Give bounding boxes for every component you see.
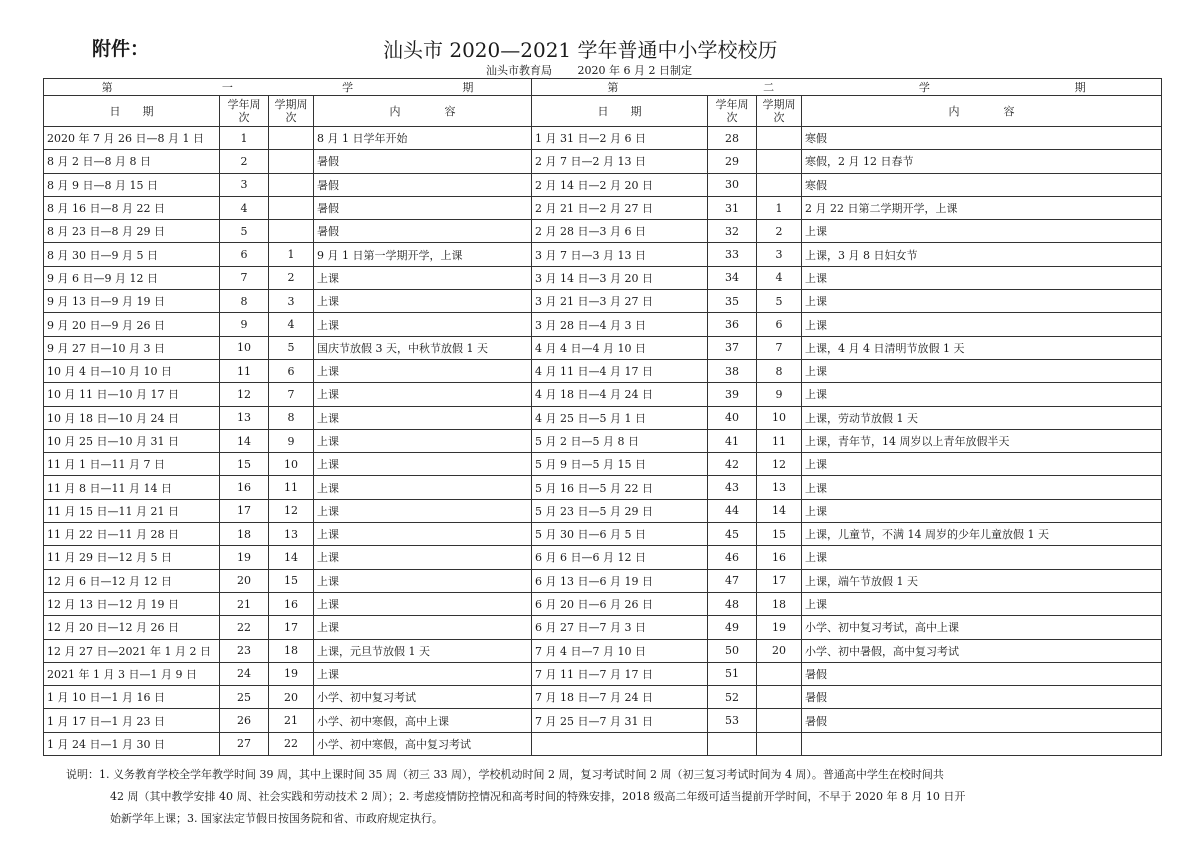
page-title: 汕头市 2020—2021 学年普通中小学校校历 xyxy=(383,38,778,62)
date-cell: 12 月 27 日—2021 年 1 月 2 日 xyxy=(44,639,220,662)
table-row xyxy=(44,359,1162,382)
date-cell: 3 月 21 日—3 月 27 日 xyxy=(532,290,708,313)
date-cell: 8 月 30 日—9 月 5 日 xyxy=(44,243,220,266)
column-header-row xyxy=(44,96,1162,127)
content-cell: 上课 xyxy=(314,592,532,615)
content-cell: 8 月 1 日学年开始 xyxy=(314,127,532,150)
notes xyxy=(66,764,1146,830)
year-week-cell: 42 xyxy=(708,453,757,476)
sem-week-cell: 20 xyxy=(269,686,314,709)
sem-week-cell: 19 xyxy=(269,662,314,685)
year-week-cell: 53 xyxy=(708,709,757,732)
table-row xyxy=(44,546,1162,569)
sem-week-cell xyxy=(757,709,802,732)
sem-week-cell xyxy=(757,173,802,196)
table-row xyxy=(44,709,1162,732)
sem-week-cell xyxy=(757,732,802,755)
year-week-cell: 52 xyxy=(708,686,757,709)
note-line: 始新学年上课；3. 国家法定节假日按国务院和省、市政府规定执行。 xyxy=(110,812,443,825)
table-row xyxy=(44,616,1162,639)
sem2-char: 学 xyxy=(918,81,930,94)
year-week-cell: 43 xyxy=(708,476,757,499)
content-cell: 上课 xyxy=(314,662,532,685)
content-cell: 寒假 xyxy=(802,127,1162,150)
issue-date: 2020 年 6 月 2 日制定 xyxy=(577,64,692,77)
sem1-char: 学 xyxy=(342,81,354,94)
year-week-cell: 36 xyxy=(708,313,757,336)
date-cell: 12 月 13 日—12 月 19 日 xyxy=(44,592,220,615)
semester-2-label xyxy=(532,79,1162,96)
year-week-cell: 18 xyxy=(220,523,269,546)
year-week-cell: 17 xyxy=(220,499,269,522)
table-row xyxy=(44,686,1162,709)
table-row xyxy=(44,639,1162,662)
content-cell: 小学、初中复习考试，高中上课 xyxy=(802,616,1162,639)
year-week-cell: 9 xyxy=(220,313,269,336)
year-week-cell: 23 xyxy=(220,639,269,662)
date-cell: 5 月 30 日—6 月 5 日 xyxy=(532,523,708,546)
content-cell xyxy=(802,732,1162,755)
sem-week-cell: 9 xyxy=(269,429,314,452)
content-cell: 上课 xyxy=(314,429,532,452)
content-cell: 寒假 xyxy=(802,173,1162,196)
table-row xyxy=(44,476,1162,499)
table-row xyxy=(44,523,1162,546)
year-week-cell: 28 xyxy=(708,127,757,150)
sem-week-cell: 7 xyxy=(757,336,802,359)
content-cell: 暑假 xyxy=(802,686,1162,709)
sem-week-cell xyxy=(269,173,314,196)
year-week-cell: 14 xyxy=(220,429,269,452)
content-cell: 暑假 xyxy=(314,196,532,219)
col-header-sem-week: 学期周次 xyxy=(757,96,802,127)
date-cell: 6 月 6 日—6 月 12 日 xyxy=(532,546,708,569)
sem-week-cell: 18 xyxy=(269,639,314,662)
year-week-cell: 48 xyxy=(708,592,757,615)
date-cell: 8 月 23 日—8 月 29 日 xyxy=(44,220,220,243)
sem-week-cell: 11 xyxy=(269,476,314,499)
sem-week-cell xyxy=(269,196,314,219)
content-cell: 上课 xyxy=(314,383,532,406)
sem-week-cell xyxy=(757,127,802,150)
date-cell: 4 月 4 日—4 月 10 日 xyxy=(532,336,708,359)
content-cell: 暑假 xyxy=(314,150,532,173)
sem-week-cell: 12 xyxy=(269,499,314,522)
sem-week-cell: 21 xyxy=(269,709,314,732)
content-cell: 上课 xyxy=(802,453,1162,476)
content-cell: 暑假 xyxy=(314,173,532,196)
date-cell: 11 月 8 日—11 月 14 日 xyxy=(44,476,220,499)
date-cell: 5 月 9 日—5 月 15 日 xyxy=(532,453,708,476)
content-cell: 上课，4 月 4 日清明节放假 1 天 xyxy=(802,336,1162,359)
sem-week-cell: 14 xyxy=(269,546,314,569)
sem-week-cell: 11 xyxy=(757,429,802,452)
sem-week-cell xyxy=(269,150,314,173)
date-cell: 6 月 27 日—7 月 3 日 xyxy=(532,616,708,639)
year-week-cell: 19 xyxy=(220,546,269,569)
content-cell: 暑假 xyxy=(802,709,1162,732)
date-cell: 11 月 22 日—11 月 28 日 xyxy=(44,523,220,546)
sem-week-cell: 9 xyxy=(757,383,802,406)
date-cell: 11 月 15 日—11 月 21 日 xyxy=(44,499,220,522)
table-row xyxy=(44,173,1162,196)
content-cell: 上课 xyxy=(314,266,532,289)
date-cell: 7 月 11 日—7 月 17 日 xyxy=(532,662,708,685)
date-cell: 12 月 20 日—12 月 26 日 xyxy=(44,616,220,639)
date-cell: 7 月 4 日—7 月 10 日 xyxy=(532,639,708,662)
sem-week-cell: 15 xyxy=(757,523,802,546)
date-cell: 8 月 16 日—8 月 22 日 xyxy=(44,196,220,219)
date-cell: 2 月 21 日—2 月 27 日 xyxy=(532,196,708,219)
year-week-cell: 27 xyxy=(220,732,269,755)
content-cell: 上课 xyxy=(314,453,532,476)
content-cell: 国庆节放假 3 天，中秋节放假 1 天 xyxy=(314,336,532,359)
sem-week-cell: 6 xyxy=(269,359,314,382)
year-week-cell: 22 xyxy=(220,616,269,639)
content-cell: 上课，青年节，14 周岁以上青年放假半天 xyxy=(802,429,1162,452)
sem-week-cell xyxy=(757,686,802,709)
year-week-cell: 4 xyxy=(220,196,269,219)
date-cell: 5 月 23 日—5 月 29 日 xyxy=(532,499,708,522)
date-cell: 2 月 7 日—2 月 13 日 xyxy=(532,150,708,173)
year-week-cell: 3 xyxy=(220,173,269,196)
content-cell: 上课 xyxy=(802,313,1162,336)
sem-week-cell xyxy=(269,220,314,243)
sem-week-cell: 22 xyxy=(269,732,314,755)
content-cell: 9 月 1 日第一学期开学，上课 xyxy=(314,243,532,266)
content-cell: 上课，儿童节，不满 14 周岁的少年儿童放假 1 天 xyxy=(802,523,1162,546)
sem-week-cell: 20 xyxy=(757,639,802,662)
table-row xyxy=(44,127,1162,150)
date-cell: 11 月 1 日—11 月 7 日 xyxy=(44,453,220,476)
date-cell: 2020 年 7 月 26 日—8 月 1 日 xyxy=(44,127,220,150)
date-cell: 10 月 18 日—10 月 24 日 xyxy=(44,406,220,429)
date-cell: 2 月 28 日—3 月 6 日 xyxy=(532,220,708,243)
content-cell: 上课 xyxy=(802,266,1162,289)
sem-week-cell: 1 xyxy=(757,196,802,219)
table-row xyxy=(44,592,1162,615)
year-week-cell: 8 xyxy=(220,290,269,313)
year-week-cell: 1 xyxy=(220,127,269,150)
table-row xyxy=(44,266,1162,289)
date-cell: 9 月 6 日—9 月 12 日 xyxy=(44,266,220,289)
date-cell: 12 月 6 日—12 月 12 日 xyxy=(44,569,220,592)
content-cell: 上课 xyxy=(802,546,1162,569)
date-cell xyxy=(532,732,708,755)
year-week-cell: 31 xyxy=(708,196,757,219)
sem-week-cell: 15 xyxy=(269,569,314,592)
content-cell: 上课 xyxy=(802,220,1162,243)
content-cell: 上课 xyxy=(314,476,532,499)
date-cell: 10 月 25 日—10 月 31 日 xyxy=(44,429,220,452)
table-row xyxy=(44,453,1162,476)
sem-week-cell: 16 xyxy=(269,592,314,615)
content-cell: 上课 xyxy=(314,290,532,313)
date-cell: 3 月 14 日—3 月 20 日 xyxy=(532,266,708,289)
year-week-cell: 44 xyxy=(708,499,757,522)
year-week-cell: 29 xyxy=(708,150,757,173)
year-week-cell: 50 xyxy=(708,639,757,662)
date-cell: 1 月 10 日—1 月 16 日 xyxy=(44,686,220,709)
content-cell: 上课 xyxy=(802,592,1162,615)
year-week-cell: 26 xyxy=(220,709,269,732)
date-cell: 9 月 13 日—9 月 19 日 xyxy=(44,290,220,313)
year-week-cell: 30 xyxy=(708,173,757,196)
sem-week-cell: 3 xyxy=(757,243,802,266)
col-header-year-week: 学年周次 xyxy=(220,96,269,127)
date-cell: 6 月 20 日—6 月 26 日 xyxy=(532,592,708,615)
date-cell: 2 月 14 日—2 月 20 日 xyxy=(532,173,708,196)
table-row xyxy=(44,150,1162,173)
year-week-cell: 10 xyxy=(220,336,269,359)
content-cell: 上课，3 月 8 日妇女节 xyxy=(802,243,1162,266)
table-row xyxy=(44,336,1162,359)
sem1-char: 第 xyxy=(101,81,113,94)
content-cell: 小学、初中暑假，高中复习考试 xyxy=(802,639,1162,662)
year-week-cell: 12 xyxy=(220,383,269,406)
sem-week-cell: 19 xyxy=(757,616,802,639)
date-cell: 10 月 11 日—10 月 17 日 xyxy=(44,383,220,406)
sem-week-cell xyxy=(757,662,802,685)
date-cell: 7 月 18 日—7 月 24 日 xyxy=(532,686,708,709)
note-line: 说明：1. 义务教育学校全学年教学时间 39 周，其中上课时间 35 周（初三 33 周），学校机动时间 2 周，复习考试时间 2 周（初三复习考试时间为 4 周）。普通高中学生在校时间共 xyxy=(66,768,944,781)
date-cell: 1 月 31 日—2 月 6 日 xyxy=(532,127,708,150)
table-row xyxy=(44,662,1162,685)
content-cell: 小学、初中复习考试 xyxy=(314,686,532,709)
sem1-char: 一 xyxy=(221,81,233,94)
year-week-cell: 34 xyxy=(708,266,757,289)
content-cell: 上课 xyxy=(314,523,532,546)
content-cell: 寒假，2 月 12 日春节 xyxy=(802,150,1162,173)
sem2-char: 第 xyxy=(607,81,619,94)
date-cell: 9 月 27 日—10 月 3 日 xyxy=(44,336,220,359)
note-line: 42 周（其中教学安排 40 周、社会实践和劳动技术 2 周）；2. 考虑疫情防控情况和高考时间的特殊安排，2018 级高二年级可适当提前开学时间，不早于 2020 年 8 月 10 日开 xyxy=(110,790,966,803)
content-cell: 上课 xyxy=(802,383,1162,406)
sem2-char: 二 xyxy=(763,81,775,94)
year-week-cell: 13 xyxy=(220,406,269,429)
content-cell: 上课 xyxy=(314,499,532,522)
sem-week-cell: 10 xyxy=(757,406,802,429)
content-cell: 上课，元旦节放假 1 天 xyxy=(314,639,532,662)
col-header-date: 日 期 xyxy=(44,96,220,127)
year-week-cell: 25 xyxy=(220,686,269,709)
year-week-cell: 21 xyxy=(220,592,269,615)
sem-week-cell: 8 xyxy=(269,406,314,429)
table-row xyxy=(44,732,1162,755)
semester-header-row xyxy=(44,79,1162,96)
table-row xyxy=(44,499,1162,522)
attachment-label: 附件： xyxy=(92,38,150,60)
date-cell: 4 月 25 日—5 月 1 日 xyxy=(532,406,708,429)
content-cell: 小学、初中寒假，高中上课 xyxy=(314,709,532,732)
content-cell: 上课，端午节放假 1 天 xyxy=(802,569,1162,592)
sem-week-cell: 3 xyxy=(269,290,314,313)
year-week-cell: 7 xyxy=(220,266,269,289)
year-week-cell xyxy=(708,732,757,755)
date-cell: 8 月 2 日—8 月 8 日 xyxy=(44,150,220,173)
content-cell: 上课 xyxy=(802,290,1162,313)
sem-week-cell: 13 xyxy=(757,476,802,499)
year-week-cell: 2 xyxy=(220,150,269,173)
year-week-cell: 38 xyxy=(708,359,757,382)
table-row xyxy=(44,290,1162,313)
year-week-cell: 47 xyxy=(708,569,757,592)
col-header-sem-week: 学期周次 xyxy=(269,96,314,127)
sem-week-cell: 17 xyxy=(269,616,314,639)
content-cell: 上课 xyxy=(314,406,532,429)
table-row xyxy=(44,406,1162,429)
year-week-cell: 41 xyxy=(708,429,757,452)
table-row xyxy=(44,220,1162,243)
sem-week-cell: 12 xyxy=(757,453,802,476)
date-cell: 6 月 13 日—6 月 19 日 xyxy=(532,569,708,592)
content-cell: 暑假 xyxy=(802,662,1162,685)
year-week-cell: 6 xyxy=(220,243,269,266)
sem-week-cell: 5 xyxy=(757,290,802,313)
table-row xyxy=(44,383,1162,406)
sem-week-cell: 18 xyxy=(757,592,802,615)
calendar-body xyxy=(44,127,1162,756)
table-row xyxy=(44,243,1162,266)
year-week-cell: 51 xyxy=(708,662,757,685)
year-week-cell: 20 xyxy=(220,569,269,592)
sem-week-cell: 2 xyxy=(757,220,802,243)
year-week-cell: 5 xyxy=(220,220,269,243)
sem-week-cell xyxy=(269,127,314,150)
year-week-cell: 11 xyxy=(220,359,269,382)
sem-week-cell: 1 xyxy=(269,243,314,266)
issuer: 汕头市教育局 xyxy=(486,64,552,77)
date-cell: 7 月 25 日—7 月 31 日 xyxy=(532,709,708,732)
table-row xyxy=(44,569,1162,592)
content-cell: 上课 xyxy=(802,359,1162,382)
col-header-date: 日 期 xyxy=(532,96,708,127)
sem-week-cell: 6 xyxy=(757,313,802,336)
sem-week-cell: 17 xyxy=(757,569,802,592)
sem-week-cell: 7 xyxy=(269,383,314,406)
sem2-char: 期 xyxy=(1074,81,1086,94)
date-cell: 3 月 28 日—4 月 3 日 xyxy=(532,313,708,336)
page-subtitle xyxy=(486,62,714,78)
year-week-cell: 16 xyxy=(220,476,269,499)
sem1-char: 期 xyxy=(462,81,474,94)
year-week-cell: 45 xyxy=(708,523,757,546)
sem-week-cell: 4 xyxy=(269,313,314,336)
sem-week-cell: 14 xyxy=(757,499,802,522)
sem-week-cell: 13 xyxy=(269,523,314,546)
school-calendar-table xyxy=(43,78,1162,756)
sem-week-cell xyxy=(757,150,802,173)
year-week-cell: 35 xyxy=(708,290,757,313)
year-week-cell: 24 xyxy=(220,662,269,685)
year-week-cell: 49 xyxy=(708,616,757,639)
content-cell: 上课，劳动节放假 1 天 xyxy=(802,406,1162,429)
col-header-year-week: 学年周次 xyxy=(708,96,757,127)
year-week-cell: 32 xyxy=(708,220,757,243)
content-cell: 上课 xyxy=(314,359,532,382)
content-cell: 上课 xyxy=(802,476,1162,499)
date-cell: 4 月 18 日—4 月 24 日 xyxy=(532,383,708,406)
content-cell: 上课 xyxy=(314,616,532,639)
content-cell: 上课 xyxy=(314,569,532,592)
col-header-content: 内 容 xyxy=(802,96,1162,127)
content-cell: 上课 xyxy=(314,313,532,336)
table-row xyxy=(44,429,1162,452)
year-week-cell: 46 xyxy=(708,546,757,569)
table-row xyxy=(44,313,1162,336)
year-week-cell: 39 xyxy=(708,383,757,406)
date-cell: 5 月 2 日—5 月 8 日 xyxy=(532,429,708,452)
table-row xyxy=(44,196,1162,219)
date-cell: 5 月 16 日—5 月 22 日 xyxy=(532,476,708,499)
content-cell: 小学、初中寒假，高中复习考试 xyxy=(314,732,532,755)
date-cell: 9 月 20 日—9 月 26 日 xyxy=(44,313,220,336)
date-cell: 1 月 17 日—1 月 23 日 xyxy=(44,709,220,732)
semester-1-label xyxy=(44,79,532,96)
sem-week-cell: 10 xyxy=(269,453,314,476)
date-cell: 8 月 9 日—8 月 15 日 xyxy=(44,173,220,196)
date-cell: 4 月 11 日—4 月 17 日 xyxy=(532,359,708,382)
sem-week-cell: 2 xyxy=(269,266,314,289)
content-cell: 2 月 22 日第二学期开学，上课 xyxy=(802,196,1162,219)
date-cell: 11 月 29 日—12 月 5 日 xyxy=(44,546,220,569)
sem-week-cell: 4 xyxy=(757,266,802,289)
date-cell: 2021 年 1 月 3 日—1 月 9 日 xyxy=(44,662,220,685)
date-cell: 10 月 4 日—10 月 10 日 xyxy=(44,359,220,382)
date-cell: 1 月 24 日—1 月 30 日 xyxy=(44,732,220,755)
sem-week-cell: 16 xyxy=(757,546,802,569)
sem-week-cell: 5 xyxy=(269,336,314,359)
year-week-cell: 37 xyxy=(708,336,757,359)
date-cell: 3 月 7 日—3 月 13 日 xyxy=(532,243,708,266)
sem-week-cell: 8 xyxy=(757,359,802,382)
col-header-content: 内 容 xyxy=(314,96,532,127)
year-week-cell: 15 xyxy=(220,453,269,476)
content-cell: 暑假 xyxy=(314,220,532,243)
content-cell: 上课 xyxy=(802,499,1162,522)
content-cell: 上课 xyxy=(314,546,532,569)
year-week-cell: 40 xyxy=(708,406,757,429)
year-week-cell: 33 xyxy=(708,243,757,266)
